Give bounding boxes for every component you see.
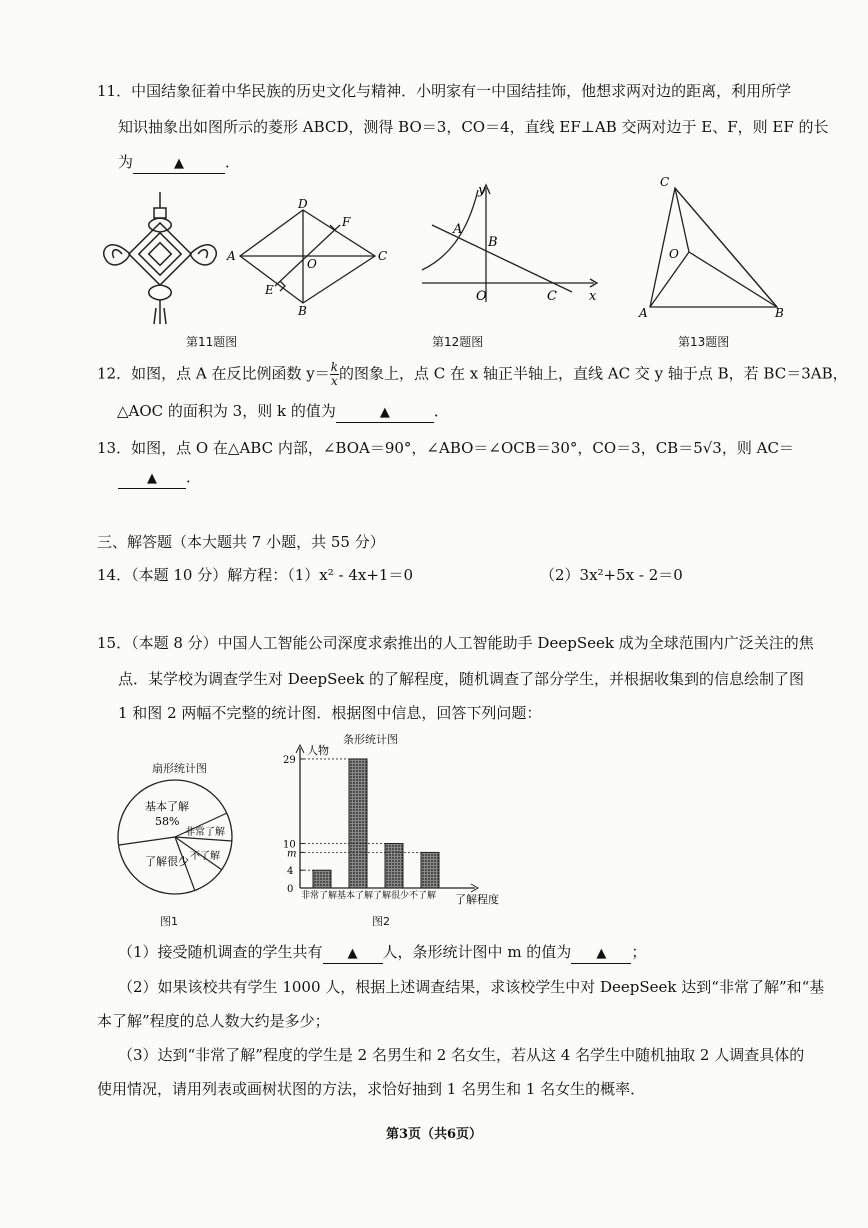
triangle-figure bbox=[635, 170, 790, 320]
label-O: O bbox=[476, 289, 487, 304]
q12-line2: △AOC 的面积为 3，则 k 的值为 ▲ ． bbox=[117, 400, 449, 423]
category-label-0: 非常了解 bbox=[301, 891, 338, 901]
label-B: B bbox=[298, 304, 307, 318]
q15-sub3-line1: （3）达到“非常了解”程度的学生是 2 名男生和 2 名女生，若从这 4 名学生中随机抽取 2 人调查具体的 bbox=[118, 1046, 805, 1064]
fig12-caption: 第12题图 bbox=[432, 335, 484, 349]
bar-0 bbox=[313, 870, 331, 888]
label-O: O bbox=[669, 247, 679, 261]
y-tick-label: 0 bbox=[287, 884, 294, 895]
category-label-2: 了解很少 bbox=[373, 891, 410, 901]
label-C: C bbox=[660, 175, 670, 189]
q15-sub2-line1: （2）如果该校共有学生 1000 人，根据上述调查结果，求该校学生中对 DeepSeek 达到“非常了解”和“基 bbox=[118, 978, 825, 996]
triangle-icon: ▲ bbox=[174, 156, 185, 171]
section-title: 三、解答题（本大题共 7 小题，共 55 分） bbox=[97, 533, 385, 551]
y-axis-label: 人物 bbox=[307, 744, 329, 757]
pie-label-none: 不了解 bbox=[190, 851, 220, 862]
page-footer: 第3页（共6页） bbox=[385, 1127, 483, 1142]
label-D: D bbox=[298, 198, 308, 211]
rhombus-figure bbox=[225, 198, 395, 318]
pie-label-very: 非常了解 bbox=[185, 827, 225, 838]
q15-sub2-line2: 本了解”程度的总人数大约是多少； bbox=[97, 1012, 330, 1030]
q13-line2: ▲ ． bbox=[118, 466, 201, 489]
q12-line1: 12．如图，点 A 在反比例函数 y＝ $\frac{k}{x}$ 的图象上，点 C 在 x 轴正半轴上，直线 AC 交 y 轴于点 B，若 BC＝3AB， bbox=[97, 360, 848, 388]
pie-chart bbox=[115, 775, 245, 905]
label-C: C bbox=[378, 249, 388, 263]
label-F: F bbox=[342, 215, 351, 229]
q11-line3: 为 ▲ ． bbox=[118, 151, 240, 174]
bar-3 bbox=[421, 852, 439, 888]
fig11-caption: 第11题图 bbox=[186, 335, 238, 349]
y-tick-label: 10 bbox=[283, 839, 296, 851]
triangle-icon: ▲ bbox=[147, 471, 157, 486]
label-B: B bbox=[775, 306, 784, 320]
label-y: y bbox=[478, 183, 486, 198]
q15-line3: 1 和图 2 两幅不完整的统计图．根据图中信息，回答下列问题： bbox=[118, 704, 542, 722]
fig13-caption: 第13题图 bbox=[678, 335, 730, 349]
y-tick-label: m bbox=[287, 848, 297, 860]
q11-answer-blank[interactable] bbox=[133, 153, 225, 174]
q13-answer-blank[interactable] bbox=[118, 468, 186, 489]
q15-line1: 15．（本题 8 分）中国人工智能公司深度求索推出的人工智能助手 DeepSeek 成为全球范围内广泛关注的焦 bbox=[97, 634, 814, 652]
q11-prefix: 为 bbox=[118, 153, 134, 171]
q11-line2: 知识抽象出如图所示的菱形 ABCD，测得 BO＝3，CO＝4，直线 EF⊥AB 交两对边于 E、F，则 EF 的长 bbox=[118, 118, 829, 136]
q14-part2: （2）3x²+5x - 2＝0 bbox=[540, 566, 683, 584]
triangle-icon: ▲ bbox=[596, 946, 607, 961]
category-label-1: 基本了解 bbox=[337, 891, 374, 901]
label-C: C bbox=[547, 289, 557, 304]
pie-label-little: 了解很少 bbox=[145, 855, 189, 868]
q13-line1: 13．如图，点 O 在△ABC 内部，∠BOA＝90°，∠ABO＝∠OCB＝30°，CO＝3，CB＝5√3，则 AC＝ bbox=[97, 439, 794, 457]
bar-1 bbox=[349, 759, 367, 888]
y-tick-label: 4 bbox=[287, 866, 294, 878]
bar-2 bbox=[385, 844, 403, 889]
label-O: O bbox=[307, 257, 317, 271]
label-x: x bbox=[589, 289, 597, 304]
y-tick-label: 29 bbox=[283, 754, 296, 766]
bar-caption: 图2 bbox=[372, 915, 390, 928]
q15-sub3-line2: 使用情况，请用列表或画树状图的方法，求恰好抽到 1 名男生和 1 名女生的概率． bbox=[97, 1080, 646, 1098]
triangle-icon: ▲ bbox=[347, 946, 358, 961]
q14-part1: 14．（本题 10 分）解方程：（1）x² - 4x+1＝0 bbox=[97, 566, 413, 584]
chinese-knot-figure bbox=[100, 190, 220, 325]
bar-chart bbox=[275, 740, 505, 910]
q15-sub1: （1）接受随机调查的学生共有 ▲ 人，条形统计图中 m 的值为 ▲ ； bbox=[118, 941, 646, 964]
label-E: E bbox=[265, 283, 274, 297]
q12-answer-blank[interactable] bbox=[336, 402, 434, 423]
q15-total-blank[interactable] bbox=[323, 943, 383, 964]
pie-caption: 图1 bbox=[160, 915, 178, 928]
fraction-k-over-x: $\frac{k}{x}$ bbox=[330, 360, 338, 388]
bar-title: 条形统计图 bbox=[343, 733, 398, 746]
q15-m-blank[interactable] bbox=[571, 943, 631, 964]
label-A: A bbox=[227, 249, 236, 263]
pie-label-basic: 基本了解 bbox=[145, 800, 189, 813]
label-A: A bbox=[453, 222, 463, 237]
hyperbola-figure bbox=[412, 180, 602, 310]
q15-line2: 点．某学校为调查学生对 DeepSeek 的了解程度，随机调查了部分学生，并根据收集到的信息绘制了图 bbox=[118, 670, 805, 688]
pie-percent-basic: 58% bbox=[155, 815, 180, 828]
label-A: A bbox=[639, 306, 648, 320]
q11-line1: 11．中国结象征着中华民族的历史文化与精神．小明家有一中国结挂饰，他想求两对边的距离，利用所学 bbox=[97, 82, 792, 100]
label-B: B bbox=[488, 235, 498, 250]
pie-title: 扇形统计图 bbox=[152, 762, 207, 775]
triangle-icon: ▲ bbox=[379, 405, 390, 420]
x-axis-label: 了解程度 bbox=[455, 893, 499, 906]
category-label-3: 不了解 bbox=[409, 891, 437, 901]
